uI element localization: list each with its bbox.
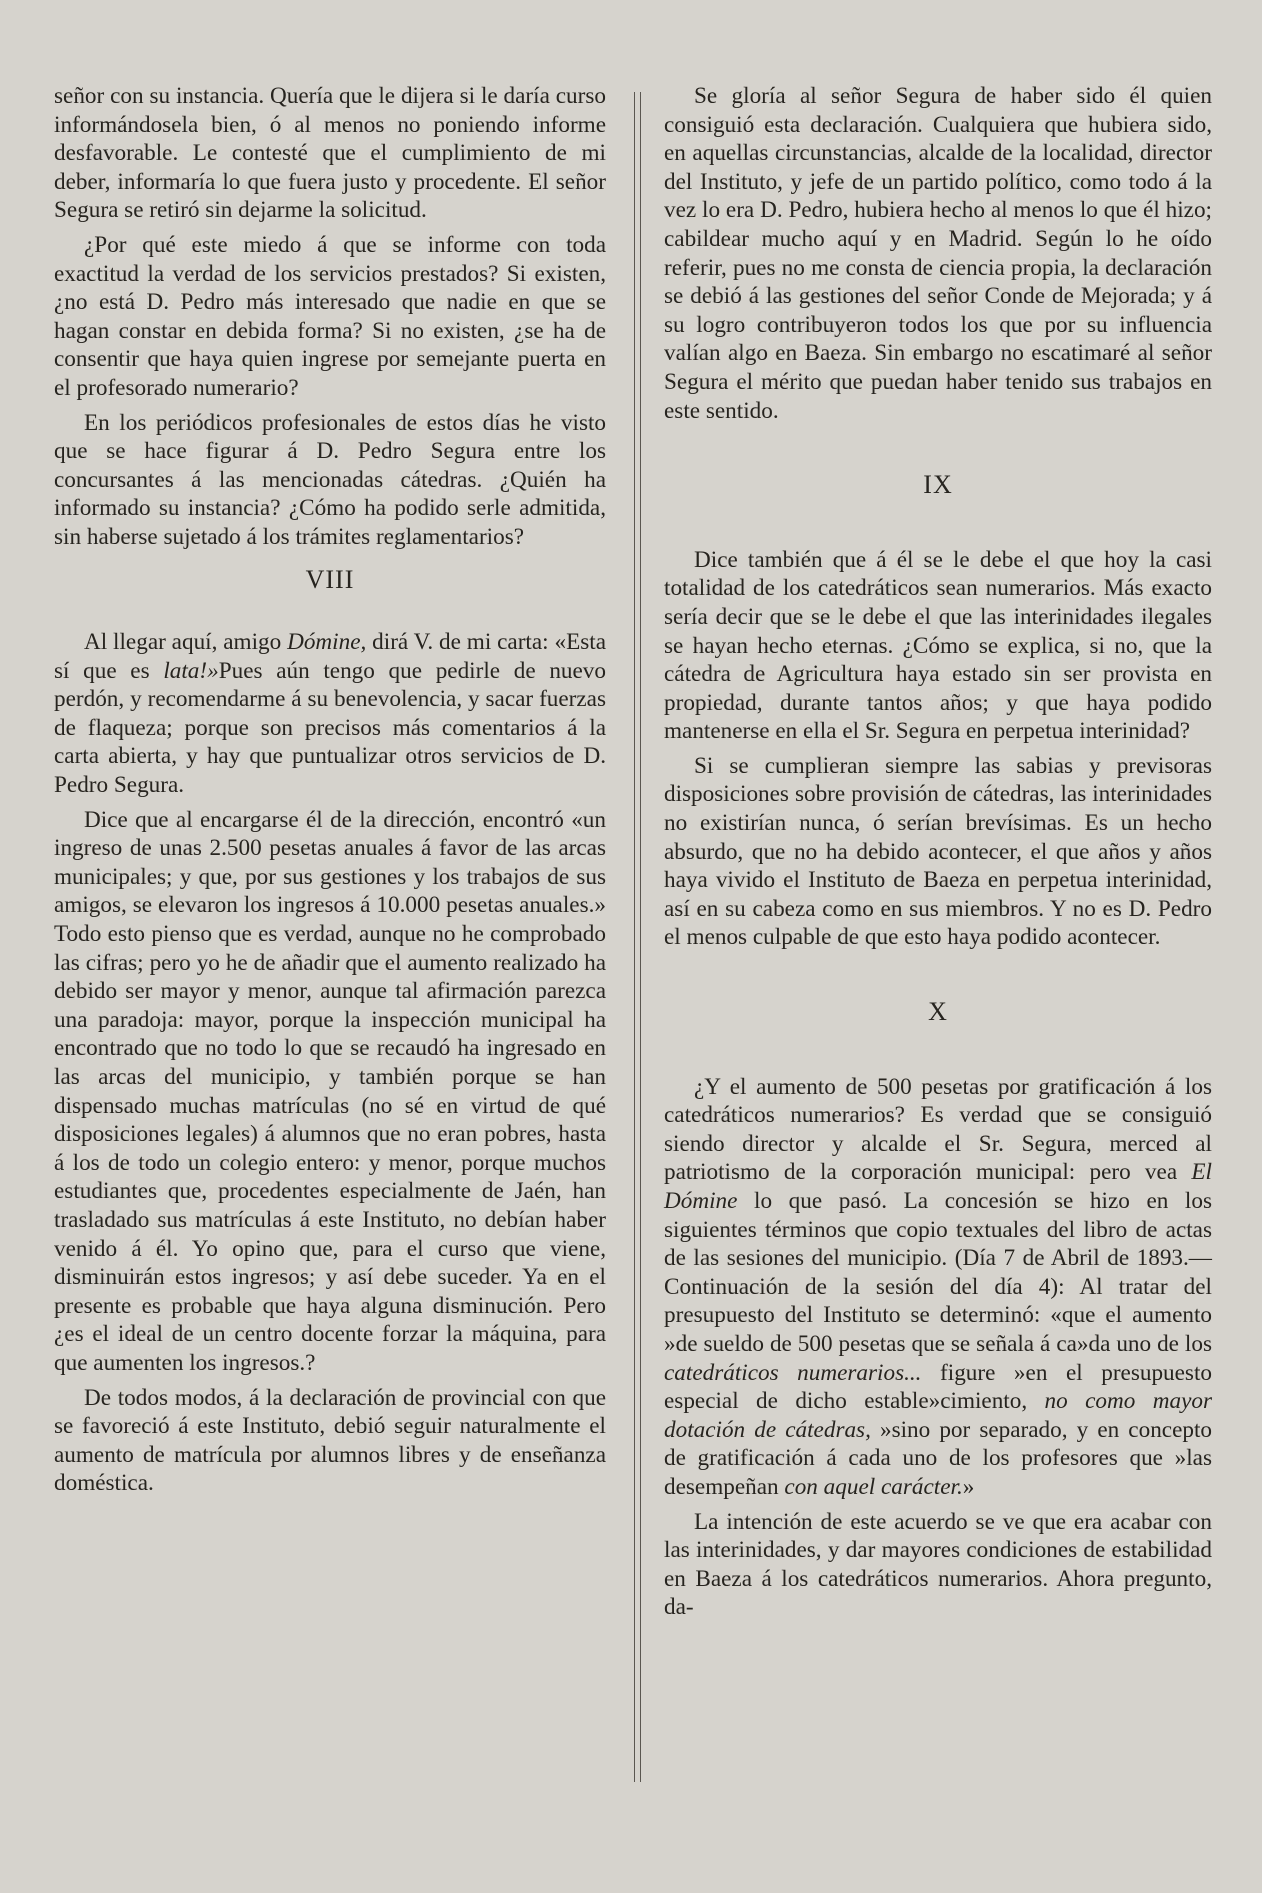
- italic-text: El Dómine: [664, 1159, 1212, 1214]
- paragraph: Si se cumplieran siempre las sabias y previsoras disposiciones sobre provisión de cátedras, las interinidades no existirían nunca, ó serían brevísimas. Es un hecho absurdo, que no ha debido acontecer, el que años y años haya vivido el Instituto de Baeza en perpetua interinidad, así en su cabeza como en sus miembros. Y no es D. Pedro el menos culpable de que esto haya podido acontecer.: [664, 752, 1212, 951]
- column-divider: [634, 92, 641, 1782]
- text-run: Pues aún tengo que pedirle de nuevo perdón, y recomendarme á su benevolencia, y sacar fuerzas de flaqueza; porque son precisos más comentarios á la carta abierta, y hay que puntualizar otros servicios de D. Pedro Segura.: [54, 657, 606, 799]
- paragraph: De todos modos, á la declaración de provincial con que se favoreció á este Instituto, debió seguir naturalmente el aumento de matrícula por alumnos libres y de enseñanza doméstica.: [54, 1384, 606, 1497]
- left-column: [54, 82, 606, 1504]
- text-run: figure »en el presupuesto especial de dicho estable»cimiento,: [664, 1359, 1212, 1415]
- paragraph: En los periódicos profesionales de estos días he visto que se hace figurar á D. Pedro Segura entre los concursantes á las mencionadas cátedras. ¿Quién ha informado su instancia? ¿Cómo ha podido serle admitida, sin haberse sujetado á los trámites reglamentarios?: [54, 409, 606, 550]
- paragraph: [664, 1073, 1212, 1502]
- paragraph: Se gloría al señor Segura de haber sido él quien consiguió esta declaración. Cualquiera que hubiera sido, en aquellas circunstancias, alcalde de la localidad, director del Instituto, y jefe de un partido político, como todo á la vez lo era D. Pedro, hubiera hecho al menos lo que él hizo; cabildear mucho aquí y en Madrid. Según lo he oído referir, pues no me consta de ciencia propia, la declaración se debió á las gestiones del señor Conde de Mejorada; y á su logro contribuyeron todos los que por su influencia valían algo en Baeza. Sin embargo no escatimaré al señor Segura el mérito que puedan haber tenido sus trabajos en este sentido.: [664, 83, 1212, 424]
- paragraph: Dice también que á él se le debe el que hoy la casi totalidad de los catedráticos sean numerarios. Más exacto sería decir que se le debe el que las interinidades ilegales se hayan hecho eternas. ¿Cómo se explica, si no, que la cátedra de Agricultura haya estado sin ser provista en propiedad, durante tantos años; y que haya podido mantenerse en ella el Sr. Segura en perpetua interinidad?: [664, 546, 1212, 745]
- italic-text: Dómine,: [287, 629, 367, 656]
- text-run: »: [962, 1473, 975, 1500]
- text-run: Al llegar aquí, amigo: [84, 629, 288, 656]
- italic-text: con aquel carácter.: [784, 1473, 963, 1500]
- text-run: dirá V. de mi carta: «Esta sí que es: [54, 629, 606, 684]
- paragraph: ¿Por qué este miedo á que se informe con toda exactitud la verdad de los servicios prestados? Si existen, ¿no está D. Pedro más interesado que nadie en que se hagan constar en debida forma? Si no existen, ¿se ha de consentir que haya quien ingrese por semejante puerta en el profesorado numerario?: [54, 231, 606, 401]
- section-heading-ix: IX: [923, 470, 953, 500]
- paragraph: [54, 628, 606, 800]
- paragraph: señor con su instancia. Quería que le dijera si le daría curso informándosela bien, ó al menos no poniendo informe desfavorable. Le contesté que el cumplimiento de mi deber, informaría lo que fuera justo y procedente. El señor Segura se retiró sin dejarme la solicitud.: [54, 83, 606, 224]
- section-heading-x: X: [928, 997, 948, 1027]
- text-run: ¿Y el aumento de 500 pesetas por gratificación á los catedráticos numerarios? Es verdad que se consiguió siendo director y alcalde el Sr. Segura, merced al patriotismo de la corporación municipal: pero vea: [664, 1073, 1212, 1186]
- text-run: »sino por separado, y en concepto de gratificación á cada uno de los profesores que »las desempeñan: [664, 1416, 1213, 1500]
- paragraph: La intención de este acuerdo se ve que era acabar con las interinidades, y dar mayores condiciones de estabilidad en Baeza á los catedráticos numerarios. Ahora pregunto, da-: [664, 1508, 1212, 1621]
- right-column: [664, 82, 1212, 1628]
- italic-text: no como mayor dotación de cátedras,: [664, 1388, 1212, 1443]
- text-run: lo que pasó. La concesión se hizo en los siguientes términos que copio textuales del libro de actas de las sesiones del municipio. (Día 7 de Abril de 1893.—Continuación de la sesión del día 4): Al tratar del presupuesto del Instituto se determinó: «que el aumento »de sueldo de 500 pesetas que se señala á ca»da uno de los: [664, 1188, 1212, 1357]
- paragraph: Dice que al encargarse él de la dirección, encontró «un ingreso de unas 2.500 pesetas anuales á favor de las arcas municipales; y que, por sus gestiones y los trabajos de sus amigos, se elevaron los ingresos á 10.000 pesetas anuales.» Todo esto pienso que es verdad, aunque no he comprobado las cifras; pero yo he de añadir que el aumento realizado ha debido ser mayor y menor, aunque tal afirmación parezca una paradoja: mayor, porque la inspección municipal ha encontrado que no todo lo que se recaudó ha ingresado en las arcas del municipio, y también porque se han dispensado muchas matrículas (no sé en virtud de qué disposiciones legales) á alumnos que no eran pobres, hasta á los de todo un colegio entero: y menor, porque muchos estudiantes que, procedentes especialmente de Jaén, han trasladado sus matrículas á este Instituto, no debían haber venido á él. Yo opino que, para el curso que viene, disminuirán estos ingresos; y así debe suceder. Ya en el presente es probable que haya alguna disminución. Pero ¿es el ideal de un centro docente forzar la máquina, para que aumenten los ingresos.?: [54, 806, 606, 1376]
- section-heading-viii: VIII: [305, 564, 355, 594]
- italic-text: lata!»: [163, 657, 219, 684]
- italic-text: catedráticos numerarios...: [664, 1359, 922, 1386]
